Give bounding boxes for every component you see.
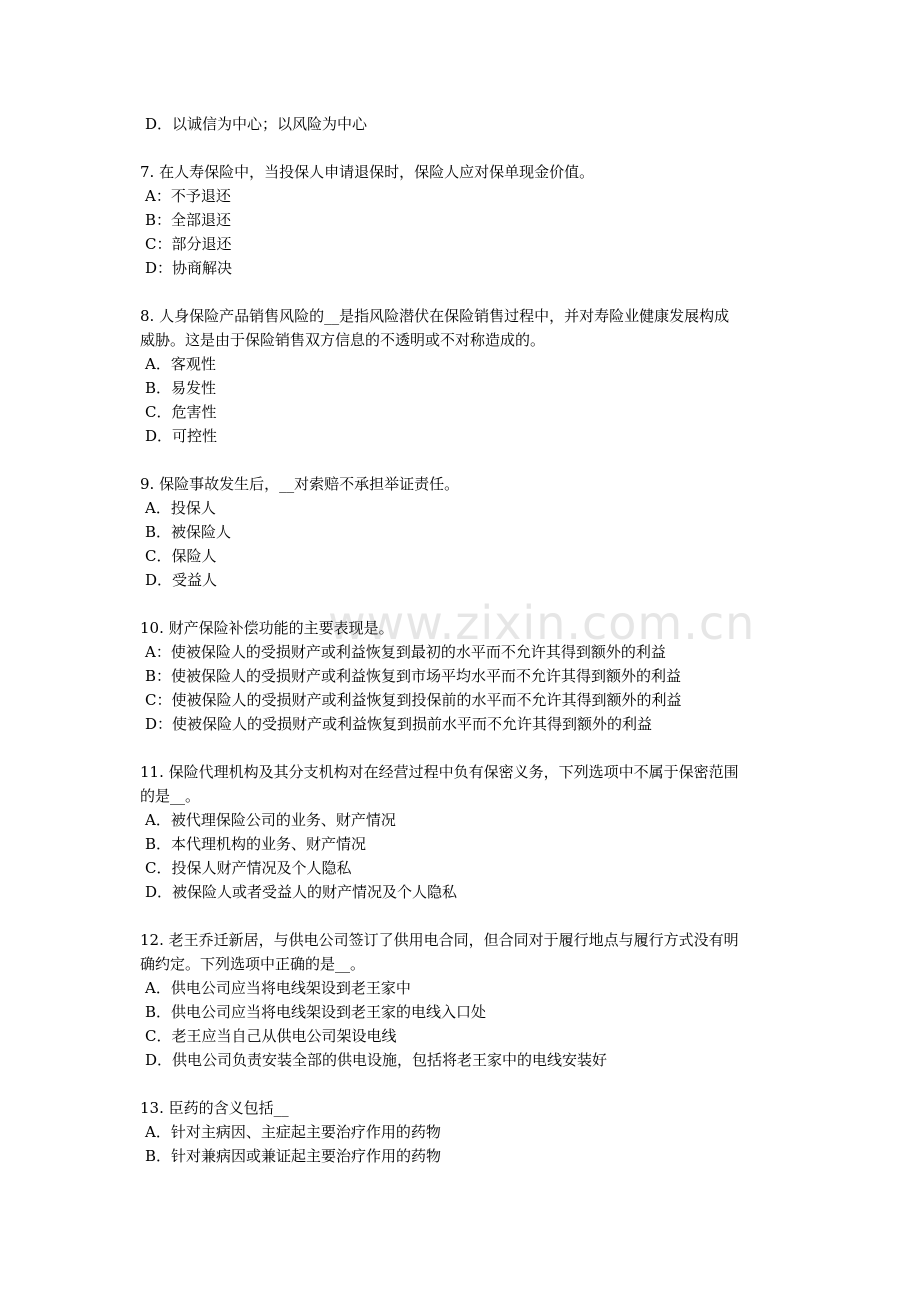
option-d: D．供电公司负责安装全部的供电设施，包括将老王家中的电线安装好 bbox=[145, 1051, 608, 1069]
question-12 bbox=[140, 928, 800, 1072]
option-c: C．危害性 bbox=[145, 403, 217, 421]
question-9 bbox=[140, 472, 800, 592]
option-c: C．老王应当自己从供电公司架设电线 bbox=[145, 1027, 397, 1045]
question-list bbox=[140, 112, 800, 1168]
question-10 bbox=[140, 616, 800, 736]
question-8 bbox=[140, 304, 800, 448]
option-a: A．针对主病因、主症起主要治疗作用的药物 bbox=[145, 1123, 441, 1141]
spacer bbox=[140, 736, 800, 760]
option-a: A．客观性 bbox=[145, 355, 216, 373]
option-d: D：协商解决 bbox=[145, 259, 233, 277]
question-text: 7. 在人寿保险中，当投保人申请退保时，保险人应对保单现金价值。 bbox=[140, 163, 595, 181]
option-b: B．被保险人 bbox=[145, 523, 232, 541]
question-text: 12. 老王乔迁新居，与供电公司签订了供用电合同，但合同对于履行地点与履行方式没有明 bbox=[140, 931, 739, 949]
question-text-continued: 的是__。 bbox=[140, 787, 201, 805]
leading-option: D．以诚信为中心；以风险为中心 bbox=[145, 115, 368, 133]
option-c: C．保险人 bbox=[145, 547, 217, 565]
spacer bbox=[140, 1072, 800, 1096]
option-d: D：使被保险人的受损财产或利益恢复到损前水平而不允许其得到额外的利益 bbox=[145, 715, 653, 733]
option-b: B．供电公司应当将电线架设到老王家的电线入口处 bbox=[145, 1003, 487, 1021]
option-c: C：使被保险人的受损财产或利益恢复到投保前的水平而不允许其得到额外的利益 bbox=[145, 691, 682, 709]
spacer bbox=[140, 136, 800, 160]
option-a: A．投保人 bbox=[145, 499, 216, 517]
option-c: C：部分退还 bbox=[145, 235, 232, 253]
option-a: A．供电公司应当将电线架设到老王家中 bbox=[145, 979, 411, 997]
question-text: 13. 臣药的含义包括__ bbox=[140, 1099, 289, 1117]
question-11 bbox=[140, 760, 800, 904]
option-c: C．投保人财产情况及个人隐私 bbox=[145, 859, 352, 877]
question-text: 11. 保险代理机构及其分支机构对在经营过程中负有保密义务，下列选项中不属于保密范围 bbox=[140, 763, 739, 781]
option-b: B．易发性 bbox=[145, 379, 217, 397]
watermark: www.zixin.com.cn bbox=[328, 596, 756, 650]
option-b: B：全部退还 bbox=[145, 211, 232, 229]
question-13 bbox=[140, 1096, 800, 1168]
question-text: 9. 保险事故发生后，__对索赔不承担举证责任。 bbox=[140, 475, 460, 493]
question-text: 10. 财产保险补偿功能的主要表现是。 bbox=[140, 619, 394, 637]
question-text-continued: 确约定。下列选项中正确的是__。 bbox=[140, 955, 366, 973]
question-text-continued: 威胁。这是由于保险销售双方信息的不透明或不对称造成的。 bbox=[140, 331, 546, 349]
option-d: D．受益人 bbox=[145, 571, 218, 589]
option-b: B：使被保险人的受损财产或利益恢复到市场平均水平而不允许其得到额外的利益 bbox=[145, 667, 682, 685]
spacer bbox=[140, 904, 800, 928]
spacer bbox=[140, 592, 800, 616]
question-7 bbox=[140, 160, 800, 280]
spacer bbox=[140, 280, 800, 304]
option-a: A．被代理保险公司的业务、财产情况 bbox=[145, 811, 396, 829]
option-b: B．针对兼病因或兼证起主要治疗作用的药物 bbox=[145, 1147, 442, 1165]
spacer bbox=[140, 448, 800, 472]
question-text: 8. 人身保险产品销售风险的__是指风险潜伏在保险销售过程中，并对寿险业健康发展构成 bbox=[140, 307, 730, 325]
option-a: A：使被保险人的受损财产或利益恢复到最初的水平而不允许其得到额外的利益 bbox=[145, 643, 666, 661]
option-b: B．本代理机构的业务、财产情况 bbox=[145, 835, 367, 853]
option-d: D．可控性 bbox=[145, 427, 218, 445]
option-a: A：不予退还 bbox=[145, 187, 231, 205]
option-d: D．被保险人或者受益人的财产情况及个人隐私 bbox=[145, 883, 458, 901]
